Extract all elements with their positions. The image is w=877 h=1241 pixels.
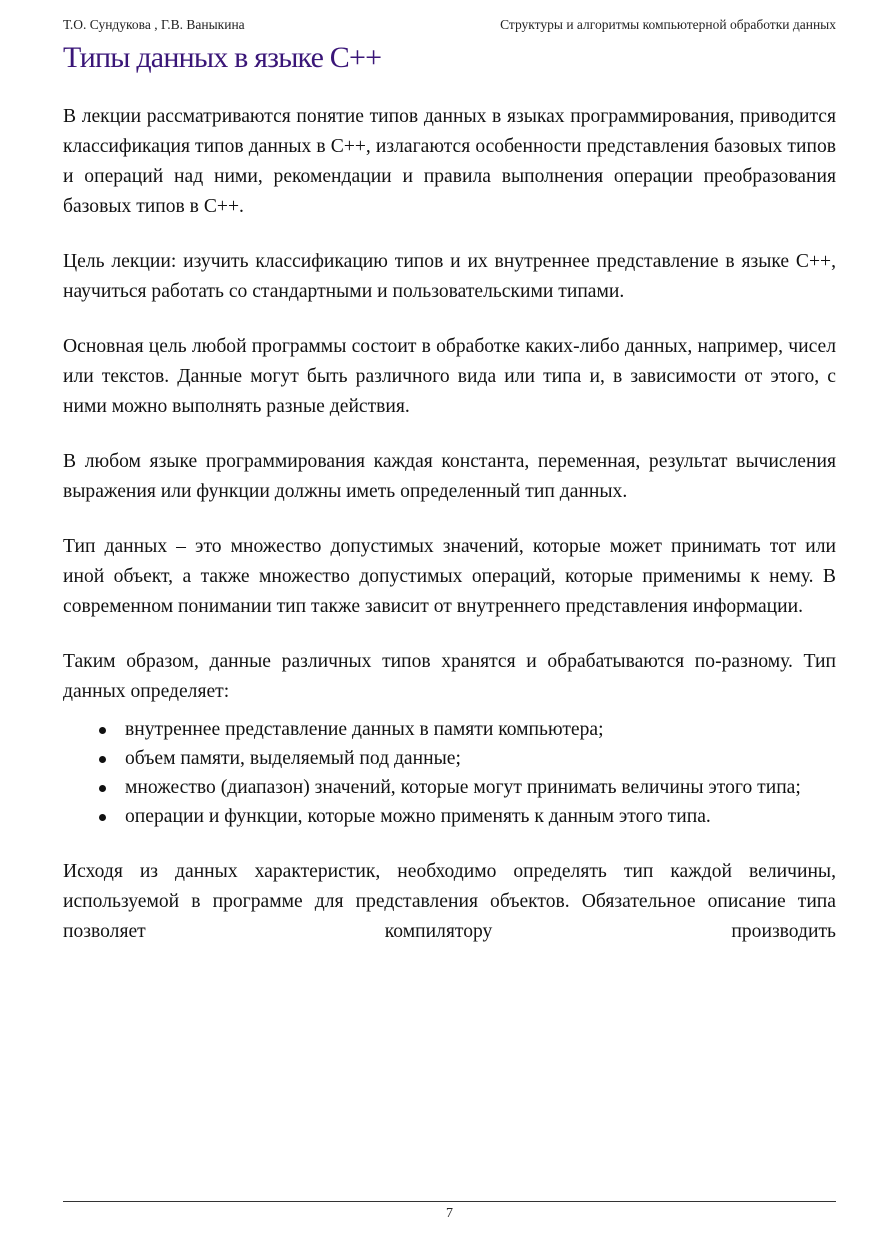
paragraph-type-determines: Таким образом, данные различных типов хранятся и обрабатываются по-разному. Тип данных определяет: bbox=[63, 651, 836, 702]
paragraph-intro: В лекции рассматриваются понятие типов данных в языках программирования, приводится классификация типов данных в С++, излагаются особенности представления базовых типов и операций над ними, рекомендации и правила выполнения операции преобразования базовых типов в С++. bbox=[63, 106, 836, 217]
paragraph-goal: Цель лекции: изучить классификацию типов и их внутреннее представление в языке С++, научиться работать со стандартными и пользовательскими типами. bbox=[63, 251, 836, 302]
list-item-text: внутреннее представление данных в памяти компьютера; bbox=[125, 719, 604, 740]
paragraph-program-purpose: Основная цель любой программы состоит в обработке каких-либо данных, например, чисел или текстов. Данные могут быть различного вида или типа и, в зависимости от этого, с ними можно выполнять разные действия. bbox=[63, 336, 836, 417]
page-number: 7 bbox=[446, 1206, 453, 1221]
paragraph-type-definition: Тип данных – это множество допустимых значений, которые может принимать тот или иной объект, а также множество допустимых операций, которые применимы к нему. В современном понимании тип также зависит от внутреннего представления информации. bbox=[63, 536, 836, 617]
footer-divider bbox=[63, 1201, 836, 1202]
list-item bbox=[125, 715, 836, 744]
header-authors: Т.О. Сундукова , Г.В. Ваныкина bbox=[63, 17, 245, 32]
document-page bbox=[63, 0, 836, 1241]
list-item bbox=[125, 802, 836, 831]
bullet-icon bbox=[99, 756, 106, 763]
list-item bbox=[125, 773, 836, 802]
lecture-title: Типы данных в языке С++ bbox=[63, 41, 382, 74]
running-header bbox=[63, 16, 836, 34]
bullet-icon bbox=[99, 814, 106, 821]
list-item-text: операции и функции, которые можно применять к данным этого типа. bbox=[125, 806, 711, 827]
bullet-icon bbox=[99, 727, 106, 734]
header-course-title: Структуры и алгоритмы компьютерной обработки данных bbox=[500, 17, 836, 32]
type-properties-list bbox=[63, 715, 836, 831]
paragraph-closing: Исходя из данных характеристик, необходимо определять тип каждой величины, используемой в программе для представления объектов. Обязательное описание типа позволяет компилятору производить bbox=[63, 861, 836, 942]
paragraph-every-value-typed: В любом языке программирования каждая константа, переменная, результат вычисления выражения или функции должны иметь определенный тип данных. bbox=[63, 451, 836, 502]
lecture-body bbox=[63, 102, 836, 972]
list-item-text: объем памяти, выделяемый под данные; bbox=[125, 748, 461, 769]
list-item bbox=[125, 744, 836, 773]
bullet-icon bbox=[99, 785, 106, 792]
list-item-text: множество (диапазон) значений, которые могут принимать величины этого типа; bbox=[125, 777, 801, 798]
